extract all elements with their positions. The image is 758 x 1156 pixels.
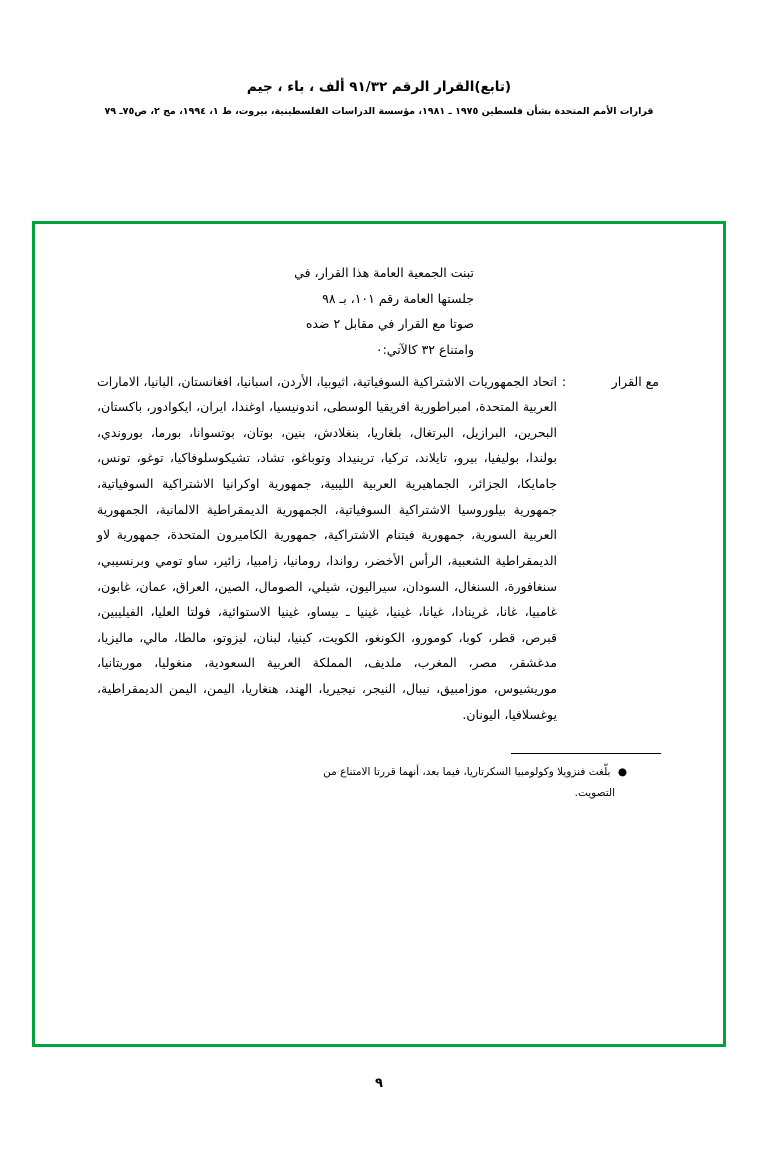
intro-line-1: تبنت الجمعية العامة هذا القرار، في	[294, 265, 474, 280]
page-title: (تابع)القرار الرقم ٩١/٣٢ ألف ، باء ، جيم	[246, 79, 512, 95]
footnote-divider	[511, 753, 661, 754]
source-citation: قرارات الأمم المتحدة بشأن فلسطين ١٩٧٥ ـ ١٩٨١، مؤسسة الدراسات الفلسطينية، بيروت، ط ١، ١٩٩٤، مج ٢، ص٧٥ـ ٧٩	[104, 105, 654, 117]
vote-in-favor-block	[89, 369, 669, 728]
intro-paragraph	[274, 260, 474, 363]
document-body	[35, 224, 723, 804]
vote-colon: :	[561, 373, 567, 389]
footnote-continuation: التصويت.	[574, 787, 615, 800]
intro-line-4: وامتناع ٣٢ كالآتي:٠	[375, 341, 474, 357]
content-frame	[32, 221, 726, 1047]
document-page	[0, 78, 758, 1156]
footnote-text: بلّغت فنزويلا وكولومبيا السكرتاريا، فيما بعد، أنهما قررتا الامتناع من	[323, 766, 611, 779]
vote-in-favor-label: مع القرار	[611, 373, 659, 389]
page-number: ٩	[375, 1076, 383, 1091]
footnote	[189, 762, 627, 804]
vote-in-favor-countries: اتحاد الجمهوريات الاشتراكية السوفياتية، اثيوبيا، الأردن، اسبانيا، افغانستان، البانيا، الامارات العربية المتحدة، امبراطورية افريقيا الوسطى، اندونيسيا، اوغندا، ايران، ايكوادور، باكستان، البحرين، البرازيل، البرتغال، بلغاريا، بنغلادش، بنين، بوتان، بوتسوانا، بورما، بوروندي، بولندا، بوليفيا، بيرو، تايلاند، تركيا، ترينيداد وتوباغو، تشاد، تشيكوسلوفاكيا، توغو، تونس، جامايكا، الجزائر، الجماهيرية العربية الليبية، جمهورية اوكرانيا الاشتراكية السوفياتية، جمهورية بيلوروسيا الاشتراكية السوفياتية، الجمهورية الديمقراطية الالمانية، الجمهورية العربية السورية، جمهورية فيتنام الاشتراكية، جمهورية الكاميرون المتحدة، جمهورية لاو الديمقراطية الشعبية، الرأس الأخضر، رواندا، رومانيا، زامبيا، زائير، ساو تومي وبرنسيبي، سنغافورة، السنغال، السودان، سيراليون، شيلي، الصومال، الصين، العراق، عمان، غابون، غامبيا، غانا، غرينادا، غيانا، غينيا، غينيا ـ بيساو، غينيا الاستوائية، فولتا العليا، الفيليبين، قبرص، قطر، كوبا، كومورو، الكونغو، الكويت، كينيا، لبنان، ليزوتو، مالطا، مالي، ماليزيا، مدغشقر، مصر، المغرب، ملديف، المملكة العربية السعودية، منغوليا، موريتانيا، موريشيوس، موزامبيق، نيبال، النيجر، نيجيريا، الهند، هنغاريا، اليمن، اليمن الديمقراطية، يوغسلافيا، اليونان.	[97, 373, 557, 722]
intro-line-3: صوتا مع القرار في مقابل ٢ ضده	[305, 316, 474, 332]
footnote-bullet-icon: ●	[617, 766, 627, 779]
page-header	[0, 78, 758, 118]
intro-line-2: جلستها العامة رقم ١٠١، بـ ٩٨	[322, 290, 474, 306]
